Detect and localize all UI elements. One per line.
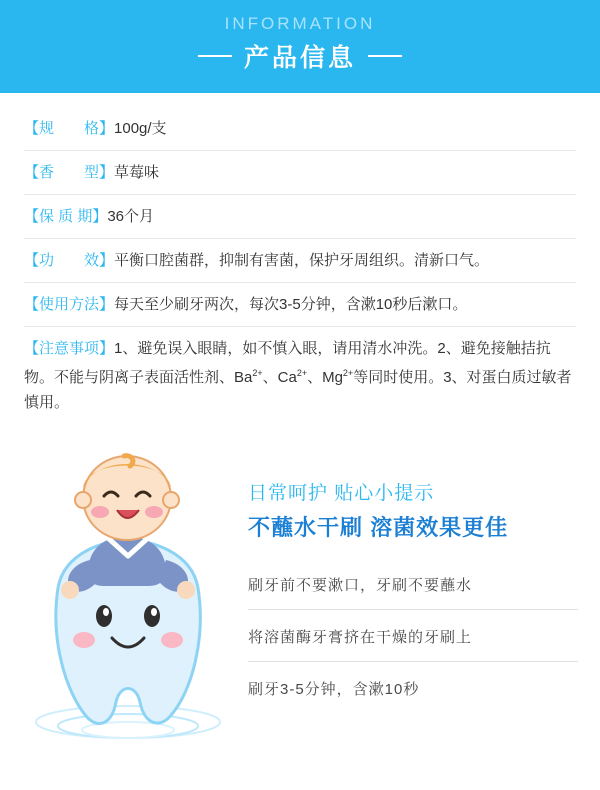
- spec-row-shelf-life: [24, 195, 576, 239]
- spec-value-cautions-part4: 等同时使用。3、对蛋白质过敏者慎用。: [24, 369, 572, 411]
- spec-row-size: [24, 107, 576, 151]
- banner-left-rule: [198, 55, 232, 57]
- banner-chinese-title: 产品信息: [243, 44, 356, 72]
- tip-item-1: 刷牙前不要漱口，牙刷不要蘸水: [248, 558, 578, 610]
- spec-value-size: 100g/支: [114, 120, 167, 137]
- tips-column: [248, 478, 578, 713]
- spec-label-usage: 【使用方法】: [24, 296, 115, 313]
- spec-value-shelf-life: 36个月: [107, 208, 155, 225]
- spec-value-flavor: 草莓味: [114, 164, 160, 181]
- banner-title-row: [0, 38, 600, 74]
- daily-care-section: [0, 430, 600, 790]
- tips-title-line1: 日常呵护 贴心小提示: [248, 483, 435, 504]
- spec-row-efficacy: [24, 239, 576, 283]
- tips-title-line2: 不蘸水干刷 溶菌效果更佳: [248, 515, 509, 540]
- spec-value-cautions-sup3: 2+: [342, 368, 354, 378]
- spec-label-size: 【规 格】: [24, 120, 115, 137]
- tip-item-3: 刷牙3-5分钟，含漱10秒: [248, 681, 420, 698]
- product-spec-list: [0, 93, 600, 424]
- spec-row-cautions: [24, 327, 576, 424]
- banner-english-title: INFORMATION: [224, 14, 376, 33]
- information-banner: [0, 0, 600, 93]
- spec-value-usage: 每天至少刷牙两次，每次3-5分钟，含漱10秒后漱口。: [114, 296, 468, 313]
- banner-right-rule: [368, 55, 402, 57]
- spec-value-cautions-part1: 1、避免误入眼睛，如不慎入眼，请用清水冲洗。2、避免接触拮抗物。不能与阴离子表面活性剂、Ba: [24, 340, 551, 386]
- tip-item-2: 将溶菌酶牙膏挤在干燥的牙刷上: [248, 610, 578, 662]
- spec-label-shelf-life: 【保 质 期】: [24, 208, 108, 225]
- spec-label-efficacy: 【功 效】: [24, 252, 115, 269]
- spec-label-flavor: 【香 型】: [24, 164, 115, 181]
- spec-label-cautions: 【注意事项】: [24, 340, 115, 357]
- spec-value-cautions-sup1: 2+: [252, 368, 263, 378]
- spec-row-flavor: [24, 151, 576, 195]
- spec-value-cautions-part3: 、Mg: [307, 369, 343, 386]
- spec-value-efficacy: 平衡口腔菌群，抑制有害菌，保护牙周组织。清新口气。: [114, 252, 490, 269]
- baby-on-tooth-illustration: [20, 440, 235, 760]
- spec-row-usage: [24, 283, 576, 327]
- spec-value-cautions-part2: 、Ca: [262, 369, 297, 386]
- spec-value-cautions-sup2: 2+: [296, 368, 308, 378]
